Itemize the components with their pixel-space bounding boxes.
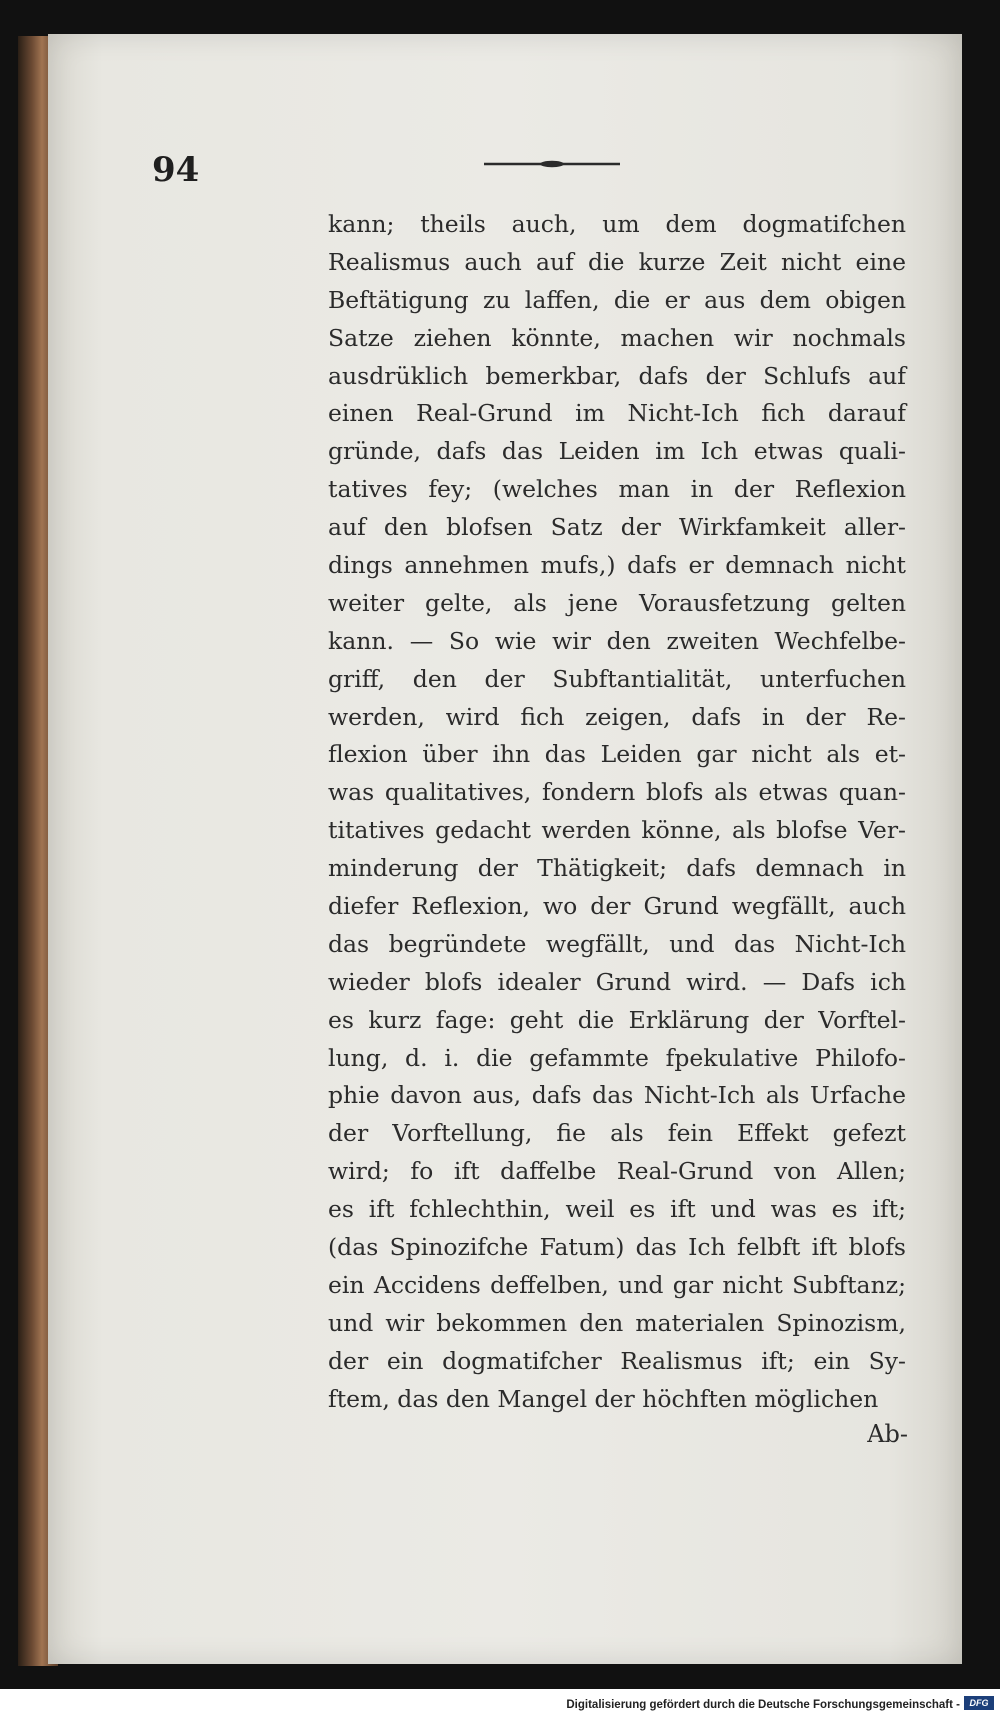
text-line: diefer Reflexion, wo der Grund wegfällt, auch <box>328 892 906 921</box>
text-line: auf den blofsen Satz der Wirkfamkeit aller- <box>328 513 906 542</box>
text-line: ausdrüklich bemerkbar, dafs der Schlufs auf <box>328 361 906 390</box>
body-text <box>328 206 906 1419</box>
text-line: was qualitatives, fondern blofs als etwas quan- <box>328 778 906 807</box>
text-line: weiter gelte, als jene Vorausfetzung gelten <box>328 588 906 617</box>
text-line: lung, d. i. die gefammte fpekulative Philofo- <box>328 1043 906 1072</box>
text-line: gründe, dafs das Leiden im Ich etwas quali- <box>328 437 906 466</box>
funding-credit: Digitalisierung gefördert durch die Deutsche Forschungsgemeinschaft - <box>566 1699 960 1711</box>
text-line: dings annehmen mufs,) dafs er demnach nicht <box>328 551 906 580</box>
text-line: und wir bekommen den materialen Spinozism, <box>328 1308 906 1337</box>
text-line: Satze ziehen könnte, machen wir nochmals <box>328 323 906 352</box>
text-line: griff, den der Subftantialität, unterfuchen <box>328 664 906 693</box>
text-line: der ein dogmatifcher Realismus ift; ein Sy- <box>328 1346 906 1375</box>
text-line: das begründete wegfällt, und das Nicht-Ich <box>328 929 906 958</box>
text-line: es ift fchlechthin, weil es ift und was es ift; <box>328 1195 906 1224</box>
text-line: wieder blofs idealer Grund wird. — Dafs ich <box>328 967 906 996</box>
text-line: flexion über ihn das Leiden gar nicht als et- <box>328 740 906 769</box>
header-rule-ornament <box>484 160 620 168</box>
text-line: minderung der Thätigkeit; dafs demnach in <box>328 854 906 883</box>
text-line: (das Spinozifche Fatum) das Ich felbft ift blofs <box>328 1233 906 1262</box>
text-line: ftem, das den Mangel der höchften möglichen <box>328 1384 879 1413</box>
text-line: Realismus auch auf die kurze Zeit nicht eine <box>328 247 906 276</box>
catchword: Ab- <box>867 1420 908 1448</box>
text-line: ein Accidens deffelben, und gar nicht Subftanz; <box>328 1270 906 1299</box>
text-line: werden, wird fich zeigen, dafs in der Re- <box>328 702 906 731</box>
page-number: 94 <box>152 150 200 190</box>
text-line: titatives gedacht werden könne, als blofse Ver- <box>328 816 906 845</box>
text-line: der Vorftellung, fie als fein Effekt gefezt <box>328 1119 906 1148</box>
text-line: Beftätigung zu laffen, die er aus dem obigen <box>328 285 906 314</box>
text-line: einen Real-Grund im Nicht-Ich fich darauf <box>328 399 906 428</box>
text-line: kann. — So wie wir den zweiten Wechfelbe- <box>328 626 906 655</box>
text-line: wird; fo ift daffelbe Real-Grund von Allen; <box>328 1157 906 1186</box>
text-line: tatives fey; (welches man in der Reflexion <box>328 475 906 504</box>
digitization-footer <box>0 1689 1000 1715</box>
text-line: kann; theils auch, um dem dogmatifchen <box>328 210 906 238</box>
text-line: phie davon aus, dafs das Nicht-Ich als Urfache <box>328 1081 906 1110</box>
text-line: es kurz fage: geht die Erklärung der Vorftel- <box>328 1005 906 1034</box>
dfg-logo: DFG <box>964 1696 994 1710</box>
